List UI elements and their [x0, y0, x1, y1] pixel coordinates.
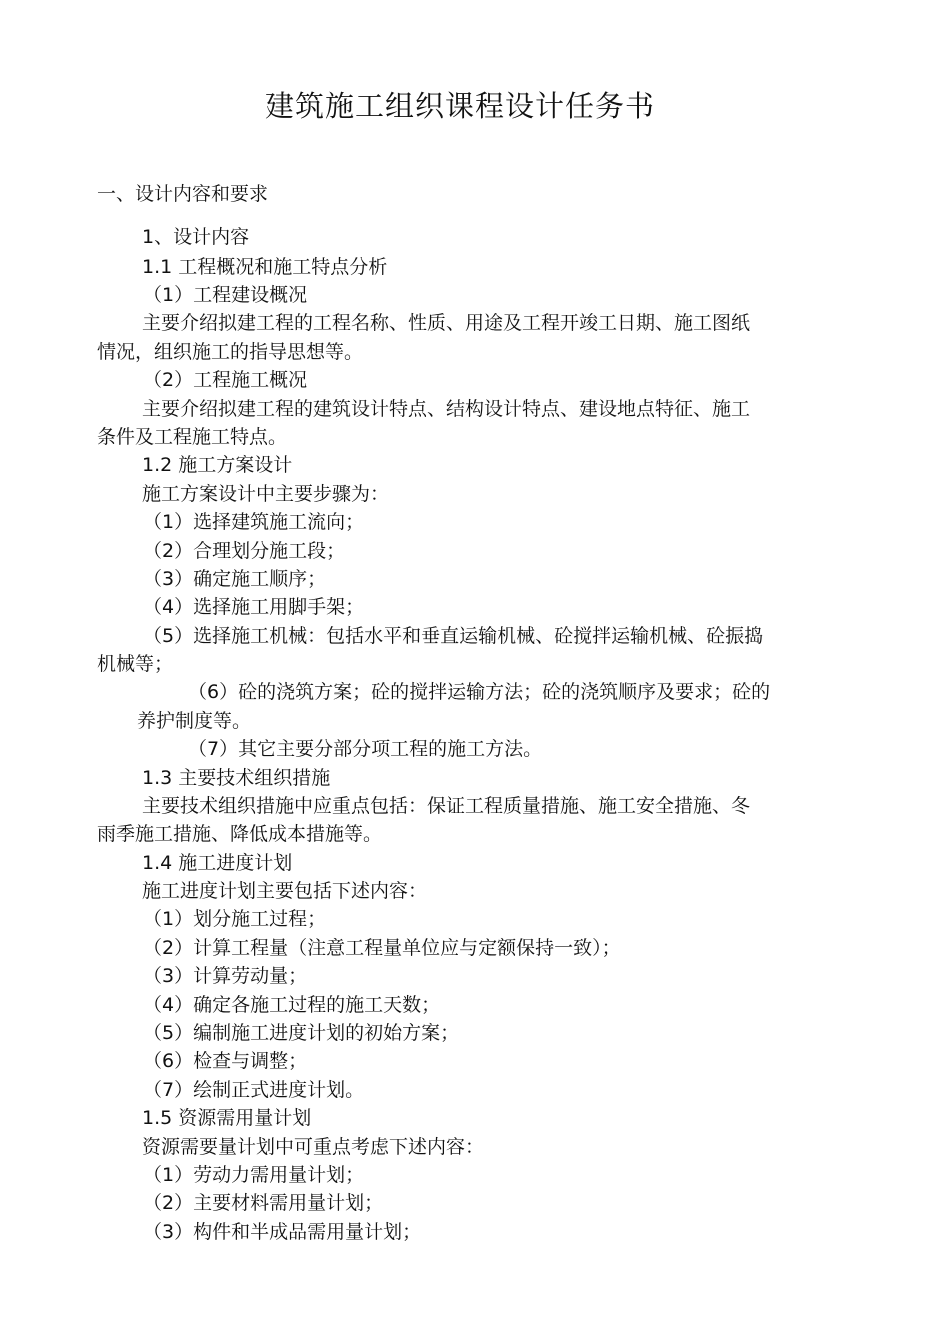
- paragraph-line: 机械等；: [97, 653, 174, 675]
- paragraph-line: 条件及工程施工特点。: [97, 426, 288, 448]
- paragraph-line: 资源需要量计划中可重点考虑下述内容：: [142, 1136, 485, 1158]
- subsection-heading: 1.5 资源需用量计划: [142, 1107, 312, 1129]
- paragraph-line: 主要介绍拟建工程的工程名称、性质、用途及工程开竣工日期、施工图纸: [142, 312, 751, 334]
- paragraph-line: 养护制度等。: [137, 710, 252, 732]
- list-item: （3）构件和半成品需用量计划；: [143, 1221, 422, 1243]
- subsection-heading: 1、设计内容: [142, 226, 250, 248]
- list-item: （1）划分施工过程；: [143, 908, 327, 930]
- subsection-heading: 1.4 施工进度计划: [142, 852, 293, 874]
- list-item: （4）选择施工用脚手架；: [143, 596, 365, 618]
- list-item: （1）劳动力需用量计划；: [143, 1164, 365, 1186]
- paragraph-line: 主要介绍拟建工程的建筑设计特点、结构设计特点、建设地点特征、施工: [142, 398, 751, 420]
- list-item: （5）编制施工进度计划的初始方案；: [143, 1022, 460, 1044]
- paragraph-line: 施工方案设计中主要步骤为：: [142, 483, 390, 505]
- list-item: （2）合理划分施工段；: [143, 540, 346, 562]
- list-item: （6）砼的浇筑方案；砼的搅拌运输方法；砼的浇筑顺序及要求；砼的: [188, 681, 771, 703]
- paragraph-line: 主要技术组织措施中应重点包括：保证工程质量措施、施工安全措施、冬: [142, 795, 751, 817]
- list-item: （1）选择建筑施工流向；: [143, 511, 365, 533]
- list-item: （7）其它主要分部分项工程的施工方法。: [188, 738, 543, 760]
- list-item: （6）检查与调整；: [143, 1050, 308, 1072]
- paragraph-line: 雨季施工措施、降低成本措施等。: [97, 823, 383, 845]
- list-item: （3）计算劳动量；: [143, 965, 308, 987]
- subsection-heading: 1.3 主要技术组织措施: [142, 767, 331, 789]
- subsection-heading: 1.1 工程概况和施工特点分析: [142, 256, 388, 278]
- list-item: （2）计算工程量（注意工程量单位应与定额保持一致）；: [143, 937, 621, 959]
- list-item: （7）绘制正式进度计划。: [143, 1079, 365, 1101]
- paragraph-line: 情况，组织施工的指导思想等。: [97, 341, 364, 363]
- paragraph-line: 施工进度计划主要包括下述内容：: [142, 880, 428, 902]
- list-item: （5）选择施工机械：包括水平和垂直运输机械、砼搅拌运输机械、砼振捣: [143, 625, 764, 647]
- document-title: 建筑施工组织课程设计任务书: [264, 89, 655, 123]
- list-item: （2）主要材料需用量计划；: [143, 1192, 384, 1214]
- subsection-heading: 1.2 施工方案设计: [142, 454, 293, 476]
- list-item: （2）工程施工概况: [143, 369, 308, 391]
- list-item: （1）工程建设概况: [143, 284, 308, 306]
- list-item: （4）确定各施工过程的施工天数；: [143, 994, 441, 1016]
- list-item: （3）确定施工顺序；: [143, 568, 327, 590]
- section-heading: 一、设计内容和要求: [97, 183, 269, 205]
